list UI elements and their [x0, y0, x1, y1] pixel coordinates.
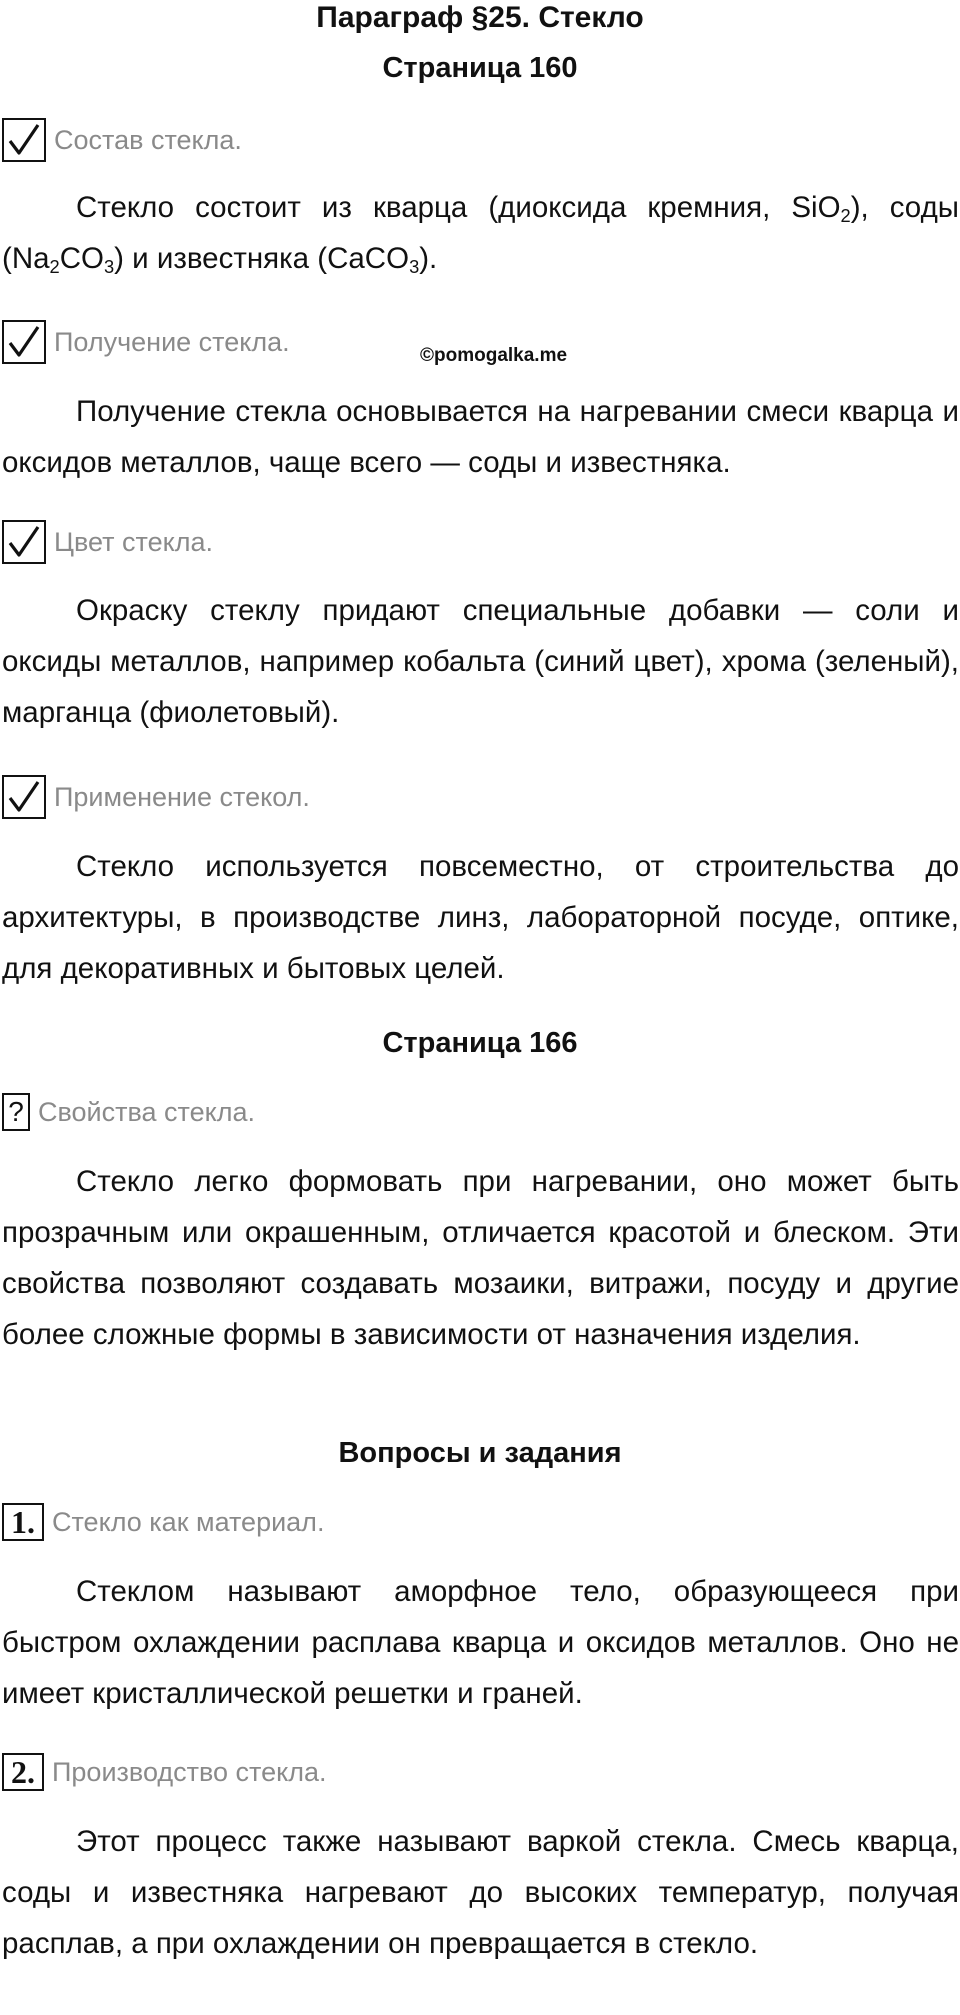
heading-production	[2, 320, 290, 364]
number-badge: 1.	[2, 1503, 44, 1541]
page-166-heading: Страница 166	[382, 1027, 578, 1059]
page-160-heading: Страница 160	[382, 52, 578, 84]
check-icon	[2, 320, 46, 364]
heading-label: Стекло как материал.	[52, 1506, 325, 1537]
paragraph-properties: Стекло легко формовать при нагревании, оно может быть прозрачным или окрашенным, отличается красотой и блеском. Эти свойства позволяют создавать мозаики, витражи, посуду и другие более сложные формы в зависимости от назначения изделия.	[2, 1165, 959, 1351]
paragraph-question-1: Стеклом называют аморфное тело, образующееся при быстром охлаждении расплава кварца и оксидов металлов. Оно не имеет кристаллической решетки и граней.	[2, 1575, 959, 1710]
question-icon: ?	[2, 1093, 30, 1131]
check-icon	[2, 118, 46, 162]
heading-applications	[2, 775, 310, 819]
heading-label: Применение стекол.	[54, 781, 310, 812]
heading-question-2	[2, 1750, 327, 1794]
paragraph-applications: Стекло используется повсеместно, от строительства до архитектуры, в производстве линз, лабораторной посуде, оптике, для декоративных и бытовых целей.	[2, 850, 959, 985]
heading-label: Цвет стекла.	[54, 526, 213, 557]
heading-properties	[2, 1090, 255, 1134]
heading-color	[2, 520, 213, 564]
heading-composition	[2, 118, 242, 162]
number-badge: 2.	[2, 1753, 44, 1791]
paragraph-title: Параграф §25. Стекло	[316, 1, 644, 34]
questions-heading: Вопросы и задания	[338, 1437, 622, 1469]
heading-question-1	[2, 1500, 324, 1544]
heading-label: Состав стекла.	[54, 124, 242, 155]
paragraph-composition: Стекло состоит из кварца (диоксида кремния, SiO$_2$), соды $(Na_2CO_3)$ и известняка (CaCO$_3$).	[2, 191, 959, 278]
check-icon	[2, 775, 46, 819]
check-icon	[2, 520, 46, 564]
heading-label: Производство стекла.	[52, 1756, 327, 1787]
heading-label: Получение стекла.	[54, 326, 290, 357]
paragraph-question-2: Этот процесс также называют варкой стекла. Смесь кварца, соды и известняка нагревают до высоких температур, получая расплав, а при охлаждении он превращается в стекло.	[2, 1825, 959, 1960]
watermark: ©pomogalka.me	[420, 345, 568, 366]
paragraph-production: Получение стекла основывается на нагревании смеси кварца и оксидов металлов, чаще всего — соды и известняка.	[2, 395, 959, 479]
heading-label: Свойства стекла.	[38, 1096, 256, 1127]
paragraph-color: Окраску стеклу придают специальные добавки — соли и оксиды металлов, например кобальта (синий цвет), хрома (зеленый), марганца (фиолетовый).	[2, 594, 959, 729]
